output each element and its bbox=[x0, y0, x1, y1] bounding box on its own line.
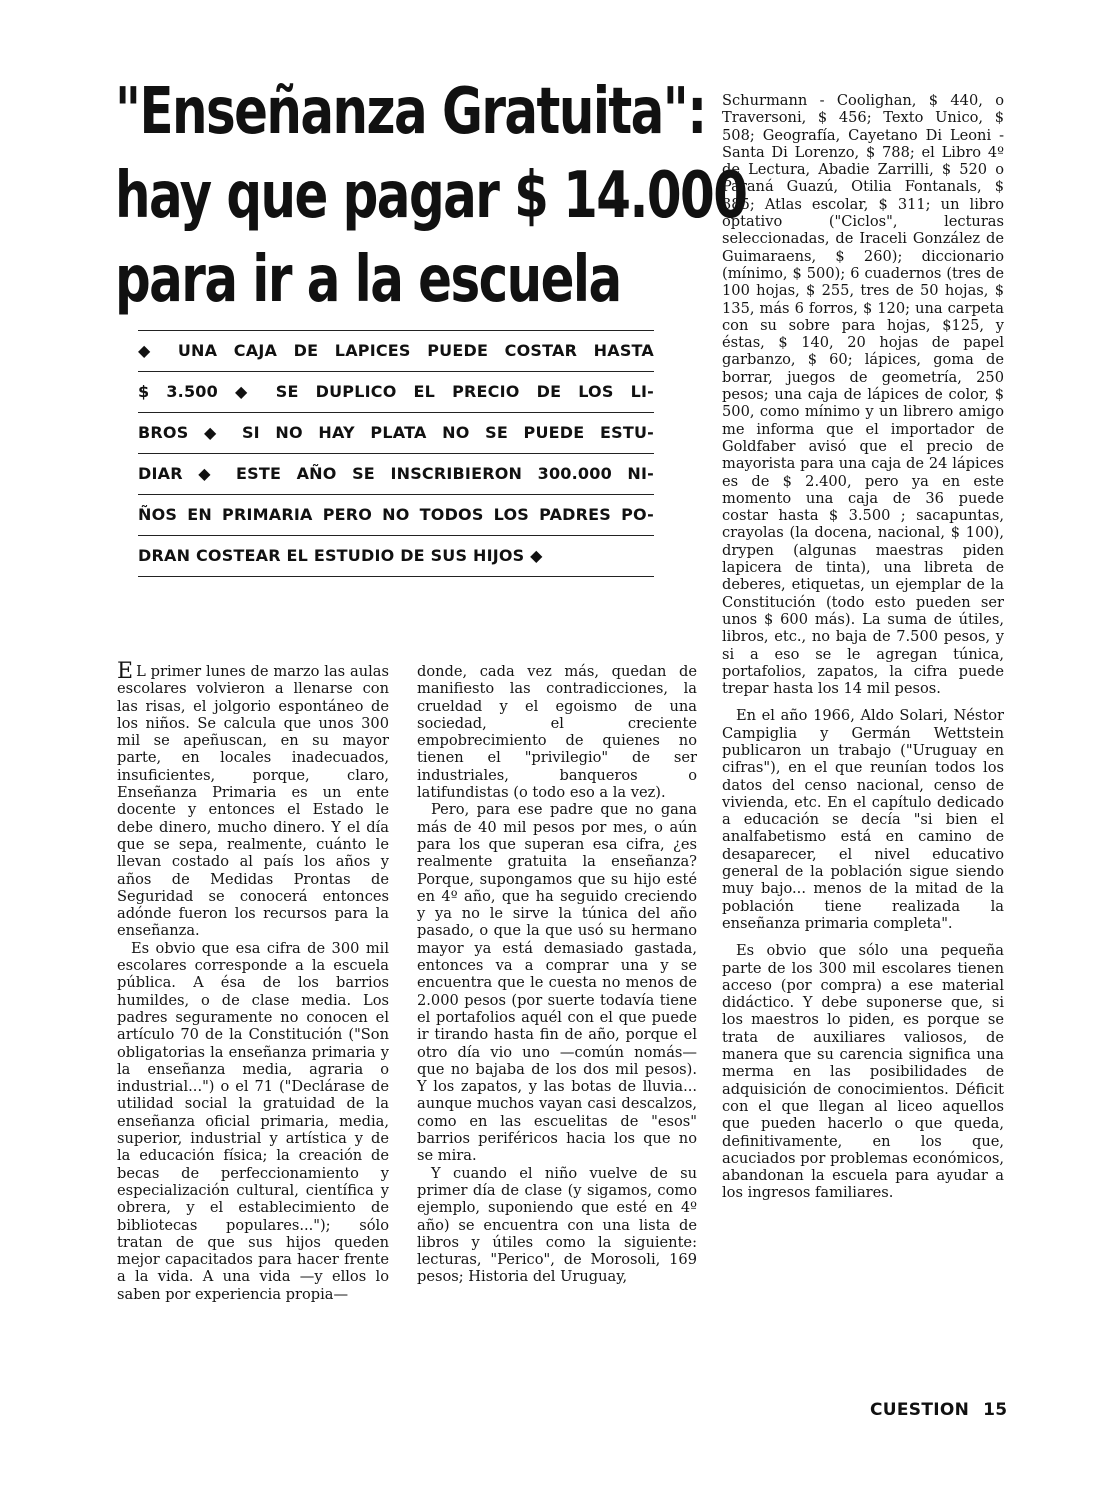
column-1-paragraph-2: Es obvio que esa cifra de 300 mil escolares corresponde a la escuela pública. A ésa de los barrios humildes, o de clase media. Los padres seguramente no conocen el artículo 70 de la Constitución ("Son obligatorias la enseñanza primaria y la enseñanza media, agraria o industrial...") o el 71 ("Declárase de utilidad social la gratuidad de la enseñanza oficial primaria, media, superior, industrial y artística y de la educación física; la creación de becas de perfeccionamiento y especialización cultural, científica y obrera, y el establecimiento de bibliotecas populares..."); sólo tratan de que sus hijos queden mejor capacitados para hacer frente a la vida. A una vida —y ellos lo saben por experiencia propia— bbox=[117, 939, 389, 1303]
kicker-line-5: ÑOS EN PRIMARIA PERO NO TODOS LOS PADRES PO- bbox=[138, 494, 654, 535]
column-1-paragraph-1 bbox=[117, 659, 389, 940]
article-headline bbox=[115, 70, 747, 322]
column-3-paragraph-3: Es obvio que sólo una pequeña parte de los 300 mil escolares tienen acceso (por compra) a ese material didáctico. Y debe suponerse que, si los maestros lo piden, es porque se trata de auxiliares valiosos, de manera que su carencia significa una merma en las posibilidades de adquisición de conocimientos. Déficit con el que llegan al liceo aquellos que pueden hacerlo o que queda, definitivamente, en los que, acuciados por problemas económicos, abandonan la escuela para ayudar a los ingresos familiares. bbox=[722, 942, 1004, 1202]
page-footer bbox=[870, 1400, 1007, 1420]
page-number: 15 bbox=[983, 1400, 1008, 1420]
body-column-3 bbox=[722, 92, 1004, 1202]
headline-line-2: hay que pagar $ 14.000 bbox=[115, 159, 747, 233]
headline-line-1: "Enseñanza Gratuita": bbox=[115, 75, 706, 149]
magazine-name: CUESTION bbox=[870, 1400, 970, 1420]
drop-cap: E bbox=[117, 659, 134, 684]
column-2-paragraph-2: Pero, para ese padre que no gana más de 40 mil pesos por mes, o aún para los que superan esa cifra, ¿es realmente gratuita la enseñanza? Porque, supongamos que su hijo esté en 4º año, que ha seguido creciendo y ya no le sirve la túnica del año pasado, o que la que usó su hermano mayor ya está demasiado gastada, entonces va a comprar una y se encuentra que le cuesta no menos de 2.000 pesos (por suerte todavía tiene el portafolios aquél con el que puede ir tirando hasta fin de año, porque el otro día vio uno —común nomás— que no bajaba de los dos mil pesos). Y los zapatos, y las botas de lluvia... aunque muchos vayan casi descalzos, como en las escuelitas de "esos" barrios periféricos hacia los que no se mira. bbox=[417, 801, 697, 1165]
body-column-1 bbox=[117, 659, 389, 1303]
body-column-2 bbox=[417, 663, 697, 1286]
headline-line-3: para ir a la escuela bbox=[115, 243, 621, 317]
column-2-paragraph-3: Y cuando el niño vuelve de su primer día de clase (y sigamos, como ejemplo, suponiendo que esté en 4º año) se encuentra con una lista de libros y útiles como la siguiente: lecturas, "Perico", de Morosoli, 169 pesos; Historia del Uruguay, bbox=[417, 1164, 697, 1286]
kicker-line-2: $ 3.500 ◆ SE DUPLICO EL PRECIO DE LOS LI- bbox=[138, 371, 654, 412]
kicker-line-3: BROS ◆ SI NO HAY PLATA NO SE PUEDE ESTU- bbox=[138, 412, 654, 453]
column-3-paragraph-2: En el año 1966, Aldo Solari, Néstor Campiglia y Germán Wettstein publicaron un trabajo ("Uruguay en cifras"), en el que reunían todos los datos del censo nacional, censo de vivienda, etc. En el capítulo dedicado a educación se decía "si bien el analfabetismo está en camino de desaparecer, el nivel educativo general de la población sigue siendo muy bajo... menos de la mitad de la población tiene realizada la enseñanza primaria completa". bbox=[722, 707, 1004, 932]
article-kicker bbox=[138, 330, 654, 577]
column-2-paragraph-1: donde, cada vez más, quedan de manifiesto las contradicciones, la crueldad y el egoismo de una sociedad, el creciente empobrecimiento de quienes no tienen el "privilegio" de ser industriales, banqueros o latifundistas (o todo eso a la vez). bbox=[417, 663, 697, 802]
kicker-line-1: ◆ UNA CAJA DE LAPICES PUEDE COSTAR HASTA bbox=[138, 330, 654, 371]
column-1-paragraph-1-text: L primer lunes de marzo las aulas escolares volvieron a llenarse con las risas, el jolgorio espontáneo de los niños. Se calcula que unos 300 mil se apeñuscan, en su mayor parte, en locales inadecuados, insuficientes, porque, claro, Enseñanza Primaria es un ente docente y entonces el Estado le debe dinero, mucho dinero. Y el día que se sepa, realmente, cuánto le llevan costado al país los años y años de Medidas Prontas de Seguridad se conocerá entonces adónde fueron los recursos para la enseñanza. bbox=[117, 663, 389, 940]
column-3-paragraph-1: Schurmann - Coolighan, $ 440, o Traversoni, $ 456; Texto Unico, $ 508; Geografía, Cayetano Di Leoni - Santa Di Lorenzo, $ 788; el Libro 4º de Lectura, Abadie Zarrilli, $ 520 o Paraná Guazú, Otilia Fontanals, $ 385; Atlas escolar, $ 311; un libro optativo ("Ciclos", lecturas seleccionadas, de Iraceli González de Guimaraens, $ 260); diccionario (mínimo, $ 500); 6 cuadernos (tres de 100 hojas, $ 255, tres de 50 hojas, $ 135, más 6 forros, $ 120; una carpeta con su sobre para hojas, $125, y éstas, $ 140, 20 hojas de papel garbanzo, $ 60; lápices, goma de borrar, juegos de geometría, 250 pesos; una caja de lápices de color, $ 500, como mínimo y un librero amigo me informa que el importador de Goldfaber avisó que el precio de mayorista para una caja de 24 lápices es de $ 2.400, pero ya en este momento una caja de 36 puede costar hasta $ 3.500 ; sacapuntas, crayolas (la docena, nacional, $ 100), drypen (algunas maestras piden lapicera de tinta), una libreta de deberes, etiquetas, un ejemplar de la Constitución (todo esto pueden ser unos $ 600 más). La suma de útiles, libros, etc., no baja de 7.500 pesos, y si a eso se le agregan túnica, portafolios, zapatos, la cifra puede trepar hasta los 14 mil pesos. bbox=[722, 92, 1004, 698]
kicker-line-4: DIAR ◆ ESTE AÑO SE INSCRIBIERON 300.000 NI- bbox=[138, 453, 654, 494]
kicker-line-6: DRAN COSTEAR EL ESTUDIO DE SUS HIJOS ◆ bbox=[138, 535, 654, 577]
